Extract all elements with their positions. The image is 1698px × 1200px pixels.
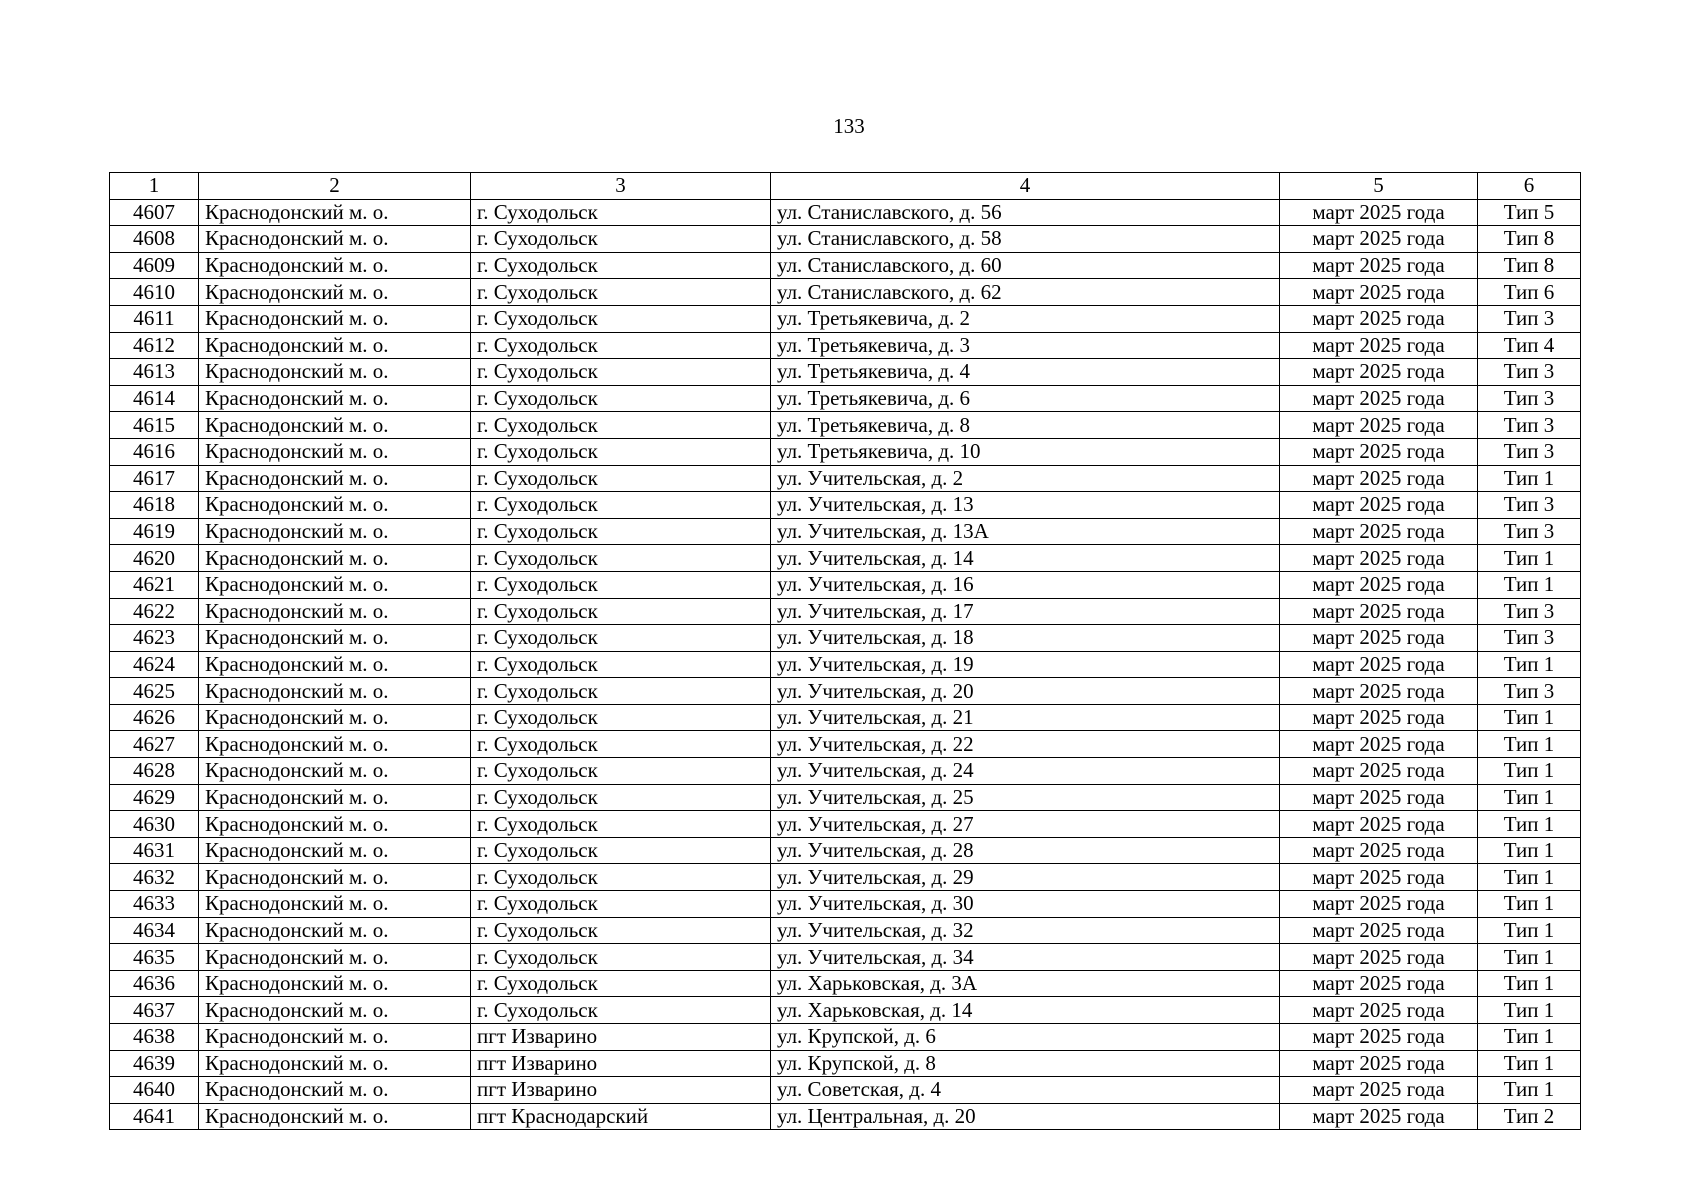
header-row [110, 173, 1581, 200]
district-cell: Краснодонский м. о. [199, 811, 471, 838]
table-row [110, 970, 1581, 997]
date-cell: март 2025 года [1280, 465, 1478, 492]
locality-cell: г. Суходольск [471, 997, 771, 1024]
date-cell: март 2025 года [1280, 518, 1478, 545]
type-cell: Тип 3 [1478, 438, 1581, 465]
district-cell: Краснодонский м. о. [199, 944, 471, 971]
locality-cell: г. Суходольск [471, 864, 771, 891]
row-number-cell: 4640 [110, 1077, 199, 1104]
district-cell: Краснодонский м. о. [199, 625, 471, 652]
address-cell: ул. Учительская, д. 22 [771, 731, 1280, 758]
table-row [110, 704, 1581, 731]
district-cell: Краснодонский м. о. [199, 1077, 471, 1104]
address-cell: ул. Учительская, д. 2 [771, 465, 1280, 492]
district-cell: Краснодонский м. о. [199, 359, 471, 386]
date-cell: март 2025 года [1280, 1103, 1478, 1130]
type-cell: Тип 3 [1478, 518, 1581, 545]
row-number-cell: 4607 [110, 199, 199, 226]
type-cell: Тип 1 [1478, 811, 1581, 838]
date-cell: март 2025 года [1280, 891, 1478, 918]
address-cell: ул. Учительская, д. 18 [771, 625, 1280, 652]
date-cell: март 2025 года [1280, 545, 1478, 572]
column-header-type: 6 [1478, 173, 1581, 200]
date-cell: март 2025 года [1280, 1077, 1478, 1104]
type-cell: Тип 8 [1478, 252, 1581, 279]
locality-cell: г. Суходольск [471, 332, 771, 359]
row-number-cell: 4638 [110, 1024, 199, 1051]
address-cell: ул. Учительская, д. 24 [771, 758, 1280, 785]
row-number-cell: 4635 [110, 944, 199, 971]
table-row [110, 252, 1581, 279]
locality-cell: г. Суходольск [471, 811, 771, 838]
date-cell: март 2025 года [1280, 625, 1478, 652]
district-cell: Краснодонский м. о. [199, 465, 471, 492]
locality-cell: г. Суходольск [471, 651, 771, 678]
table-row [110, 891, 1581, 918]
locality-cell: г. Суходольск [471, 625, 771, 652]
table-row [110, 438, 1581, 465]
district-cell: Краснодонский м. о. [199, 438, 471, 465]
type-cell: Тип 1 [1478, 944, 1581, 971]
locality-cell: г. Суходольск [471, 944, 771, 971]
row-number-cell: 4631 [110, 837, 199, 864]
row-number-cell: 4627 [110, 731, 199, 758]
table-row [110, 199, 1581, 226]
row-number-cell: 4622 [110, 598, 199, 625]
address-cell: ул. Учительская, д. 32 [771, 917, 1280, 944]
address-cell: ул. Харьковская, д. 3А [771, 970, 1280, 997]
district-cell: Краснодонский м. о. [199, 837, 471, 864]
district-cell: Краснодонский м. о. [199, 332, 471, 359]
locality-cell: г. Суходольск [471, 385, 771, 412]
date-cell: март 2025 года [1280, 438, 1478, 465]
row-number-cell: 4633 [110, 891, 199, 918]
table-row [110, 731, 1581, 758]
row-number-cell: 4639 [110, 1050, 199, 1077]
row-number-cell: 4611 [110, 305, 199, 332]
district-cell: Краснодонский м. о. [199, 678, 471, 705]
district-cell: Краснодонский м. о. [199, 545, 471, 572]
district-cell: Краснодонский м. о. [199, 1024, 471, 1051]
type-cell: Тип 1 [1478, 997, 1581, 1024]
date-cell: март 2025 года [1280, 811, 1478, 838]
date-cell: март 2025 года [1280, 837, 1478, 864]
type-cell: Тип 1 [1478, 891, 1581, 918]
district-cell: Краснодонский м. о. [199, 412, 471, 439]
date-cell: март 2025 года [1280, 864, 1478, 891]
table-row [110, 1024, 1581, 1051]
address-cell: ул. Учительская, д. 21 [771, 704, 1280, 731]
table-row [110, 598, 1581, 625]
date-cell: март 2025 года [1280, 704, 1478, 731]
row-number-cell: 4614 [110, 385, 199, 412]
type-cell: Тип 1 [1478, 1024, 1581, 1051]
address-cell: ул. Третьякевича, д. 4 [771, 359, 1280, 386]
date-cell: март 2025 года [1280, 970, 1478, 997]
address-cell: ул. Третьякевича, д. 8 [771, 412, 1280, 439]
address-cell: ул. Третьякевича, д. 3 [771, 332, 1280, 359]
locality-cell: г. Суходольск [471, 891, 771, 918]
table-row [110, 385, 1581, 412]
column-header-date: 5 [1280, 173, 1478, 200]
table-body [110, 199, 1581, 1130]
district-cell: Краснодонский м. о. [199, 997, 471, 1024]
row-number-cell: 4634 [110, 917, 199, 944]
type-cell: Тип 3 [1478, 492, 1581, 519]
type-cell: Тип 1 [1478, 545, 1581, 572]
date-cell: март 2025 года [1280, 598, 1478, 625]
district-cell: Краснодонский м. о. [199, 891, 471, 918]
district-cell: Краснодонский м. о. [199, 598, 471, 625]
address-cell: ул. Третьякевича, д. 10 [771, 438, 1280, 465]
table-row [110, 571, 1581, 598]
locality-cell: г. Суходольск [471, 305, 771, 332]
date-cell: март 2025 года [1280, 332, 1478, 359]
housing-register-table [109, 172, 1581, 1130]
district-cell: Краснодонский м. о. [199, 492, 471, 519]
type-cell: Тип 3 [1478, 385, 1581, 412]
row-number-cell: 4615 [110, 412, 199, 439]
table-row [110, 651, 1581, 678]
address-cell: ул. Учительская, д. 28 [771, 837, 1280, 864]
address-cell: ул. Учительская, д. 16 [771, 571, 1280, 598]
district-cell: Краснодонский м. о. [199, 704, 471, 731]
table-row [110, 997, 1581, 1024]
type-cell: Тип 2 [1478, 1103, 1581, 1130]
table-row [110, 1103, 1581, 1130]
row-number-cell: 4626 [110, 704, 199, 731]
table-row [110, 678, 1581, 705]
table-row [110, 492, 1581, 519]
type-cell: Тип 3 [1478, 678, 1581, 705]
locality-cell: г. Суходольск [471, 571, 771, 598]
row-number-cell: 4636 [110, 970, 199, 997]
address-cell: ул. Станиславского, д. 56 [771, 199, 1280, 226]
district-cell: Краснодонский м. о. [199, 571, 471, 598]
date-cell: март 2025 года [1280, 305, 1478, 332]
type-cell: Тип 1 [1478, 731, 1581, 758]
district-cell: Краснодонский м. о. [199, 305, 471, 332]
district-cell: Краснодонский м. о. [199, 385, 471, 412]
type-cell: Тип 3 [1478, 412, 1581, 439]
locality-cell: пгт Изварино [471, 1050, 771, 1077]
district-cell: Краснодонский м. о. [199, 731, 471, 758]
address-cell: ул. Учительская, д. 29 [771, 864, 1280, 891]
row-number-cell: 4625 [110, 678, 199, 705]
date-cell: март 2025 года [1280, 492, 1478, 519]
column-header-number: 1 [110, 173, 199, 200]
address-cell: ул. Станиславского, д. 58 [771, 226, 1280, 253]
locality-cell: г. Суходольск [471, 359, 771, 386]
date-cell: март 2025 года [1280, 385, 1478, 412]
district-cell: Краснодонский м. о. [199, 252, 471, 279]
locality-cell: г. Суходольск [471, 438, 771, 465]
row-number-cell: 4616 [110, 438, 199, 465]
type-cell: Тип 1 [1478, 465, 1581, 492]
district-cell: Краснодонский м. о. [199, 651, 471, 678]
address-cell: ул. Крупской, д. 6 [771, 1024, 1280, 1051]
column-header-locality: 3 [471, 173, 771, 200]
address-cell: ул. Учительская, д. 27 [771, 811, 1280, 838]
district-cell: Краснодонский м. о. [199, 864, 471, 891]
date-cell: март 2025 года [1280, 731, 1478, 758]
table-row [110, 758, 1581, 785]
locality-cell: пгт Краснодарский [471, 1103, 771, 1130]
date-cell: март 2025 года [1280, 252, 1478, 279]
locality-cell: г. Суходольск [471, 252, 771, 279]
locality-cell: пгт Изварино [471, 1024, 771, 1051]
row-number-cell: 4641 [110, 1103, 199, 1130]
row-number-cell: 4619 [110, 518, 199, 545]
type-cell: Тип 1 [1478, 758, 1581, 785]
date-cell: март 2025 года [1280, 199, 1478, 226]
row-number-cell: 4617 [110, 465, 199, 492]
row-number-cell: 4630 [110, 811, 199, 838]
locality-cell: г. Суходольск [471, 731, 771, 758]
date-cell: март 2025 года [1280, 571, 1478, 598]
locality-cell: г. Суходольск [471, 784, 771, 811]
type-cell: Тип 1 [1478, 1050, 1581, 1077]
address-cell: ул. Учительская, д. 20 [771, 678, 1280, 705]
table-row [110, 811, 1581, 838]
district-cell: Краснодонский м. о. [199, 518, 471, 545]
row-number-cell: 4612 [110, 332, 199, 359]
row-number-cell: 4624 [110, 651, 199, 678]
row-number-cell: 4618 [110, 492, 199, 519]
address-cell: ул. Станиславского, д. 62 [771, 279, 1280, 306]
address-cell: ул. Третьякевича, д. 2 [771, 305, 1280, 332]
locality-cell: г. Суходольск [471, 758, 771, 785]
table-row [110, 518, 1581, 545]
row-number-cell: 4609 [110, 252, 199, 279]
date-cell: март 2025 года [1280, 279, 1478, 306]
address-cell: ул. Учительская, д. 19 [771, 651, 1280, 678]
district-cell: Краснодонский м. о. [199, 758, 471, 785]
date-cell: март 2025 года [1280, 944, 1478, 971]
table-row [110, 359, 1581, 386]
table-row [110, 625, 1581, 652]
district-cell: Краснодонский м. о. [199, 917, 471, 944]
table-header [110, 173, 1581, 200]
row-number-cell: 4610 [110, 279, 199, 306]
table-row [110, 784, 1581, 811]
column-header-address: 4 [771, 173, 1280, 200]
date-cell: март 2025 года [1280, 412, 1478, 439]
type-cell: Тип 8 [1478, 226, 1581, 253]
table-row [110, 332, 1581, 359]
row-number-cell: 4629 [110, 784, 199, 811]
address-cell: ул. Учительская, д. 13 [771, 492, 1280, 519]
address-cell: ул. Третьякевича, д. 6 [771, 385, 1280, 412]
type-cell: Тип 1 [1478, 917, 1581, 944]
column-header-district: 2 [199, 173, 471, 200]
district-cell: Краснодонский м. о. [199, 970, 471, 997]
date-cell: март 2025 года [1280, 651, 1478, 678]
type-cell: Тип 3 [1478, 625, 1581, 652]
row-number-cell: 4628 [110, 758, 199, 785]
district-cell: Краснодонский м. о. [199, 279, 471, 306]
table-row [110, 864, 1581, 891]
table-row [110, 465, 1581, 492]
address-cell: ул. Центральная, д. 20 [771, 1103, 1280, 1130]
locality-cell: г. Суходольск [471, 199, 771, 226]
district-cell: Краснодонский м. о. [199, 1103, 471, 1130]
table-row [110, 917, 1581, 944]
date-cell: март 2025 года [1280, 678, 1478, 705]
type-cell: Тип 3 [1478, 359, 1581, 386]
table-row [110, 1050, 1581, 1077]
row-number-cell: 4608 [110, 226, 199, 253]
address-cell: ул. Учительская, д. 14 [771, 545, 1280, 572]
type-cell: Тип 1 [1478, 837, 1581, 864]
district-cell: Краснодонский м. о. [199, 1050, 471, 1077]
table-row [110, 305, 1581, 332]
type-cell: Тип 5 [1478, 199, 1581, 226]
date-cell: март 2025 года [1280, 784, 1478, 811]
address-cell: ул. Харьковская, д. 14 [771, 997, 1280, 1024]
row-number-cell: 4621 [110, 571, 199, 598]
locality-cell: г. Суходольск [471, 970, 771, 997]
page-number: 133 [833, 114, 865, 138]
address-cell: ул. Учительская, д. 25 [771, 784, 1280, 811]
type-cell: Тип 4 [1478, 332, 1581, 359]
type-cell: Тип 1 [1478, 784, 1581, 811]
locality-cell: г. Суходольск [471, 492, 771, 519]
date-cell: март 2025 года [1280, 1050, 1478, 1077]
locality-cell: г. Суходольск [471, 279, 771, 306]
row-number-cell: 4623 [110, 625, 199, 652]
row-number-cell: 4637 [110, 997, 199, 1024]
district-cell: Краснодонский м. о. [199, 784, 471, 811]
district-cell: Краснодонский м. о. [199, 226, 471, 253]
locality-cell: г. Суходольск [471, 545, 771, 572]
type-cell: Тип 1 [1478, 864, 1581, 891]
date-cell: март 2025 года [1280, 758, 1478, 785]
type-cell: Тип 1 [1478, 571, 1581, 598]
table-row [110, 837, 1581, 864]
locality-cell: г. Суходольск [471, 518, 771, 545]
locality-cell: г. Суходольск [471, 704, 771, 731]
row-number-cell: 4613 [110, 359, 199, 386]
date-cell: март 2025 года [1280, 997, 1478, 1024]
district-cell: Краснодонский м. о. [199, 199, 471, 226]
table-row [110, 944, 1581, 971]
locality-cell: г. Суходольск [471, 917, 771, 944]
address-cell: ул. Учительская, д. 34 [771, 944, 1280, 971]
table-row [110, 279, 1581, 306]
locality-cell: г. Суходольск [471, 465, 771, 492]
date-cell: март 2025 года [1280, 359, 1478, 386]
address-cell: ул. Советская, д. 4 [771, 1077, 1280, 1104]
locality-cell: г. Суходольск [471, 837, 771, 864]
type-cell: Тип 1 [1478, 704, 1581, 731]
type-cell: Тип 3 [1478, 305, 1581, 332]
table-row [110, 226, 1581, 253]
date-cell: март 2025 года [1280, 226, 1478, 253]
locality-cell: г. Суходольск [471, 678, 771, 705]
locality-cell: г. Суходольск [471, 598, 771, 625]
table-row [110, 1077, 1581, 1104]
type-cell: Тип 1 [1478, 651, 1581, 678]
table-row [110, 545, 1581, 572]
locality-cell: г. Суходольск [471, 412, 771, 439]
row-number-cell: 4620 [110, 545, 199, 572]
type-cell: Тип 1 [1478, 970, 1581, 997]
table-row [110, 412, 1581, 439]
address-cell: ул. Учительская, д. 13А [771, 518, 1280, 545]
row-number-cell: 4632 [110, 864, 199, 891]
address-cell: ул. Станиславского, д. 60 [771, 252, 1280, 279]
address-cell: ул. Крупской, д. 8 [771, 1050, 1280, 1077]
type-cell: Тип 6 [1478, 279, 1581, 306]
type-cell: Тип 3 [1478, 598, 1581, 625]
date-cell: март 2025 года [1280, 1024, 1478, 1051]
address-cell: ул. Учительская, д. 17 [771, 598, 1280, 625]
date-cell: март 2025 года [1280, 917, 1478, 944]
locality-cell: пгт Изварино [471, 1077, 771, 1104]
type-cell: Тип 1 [1478, 1077, 1581, 1104]
locality-cell: г. Суходольск [471, 226, 771, 253]
address-cell: ул. Учительская, д. 30 [771, 891, 1280, 918]
